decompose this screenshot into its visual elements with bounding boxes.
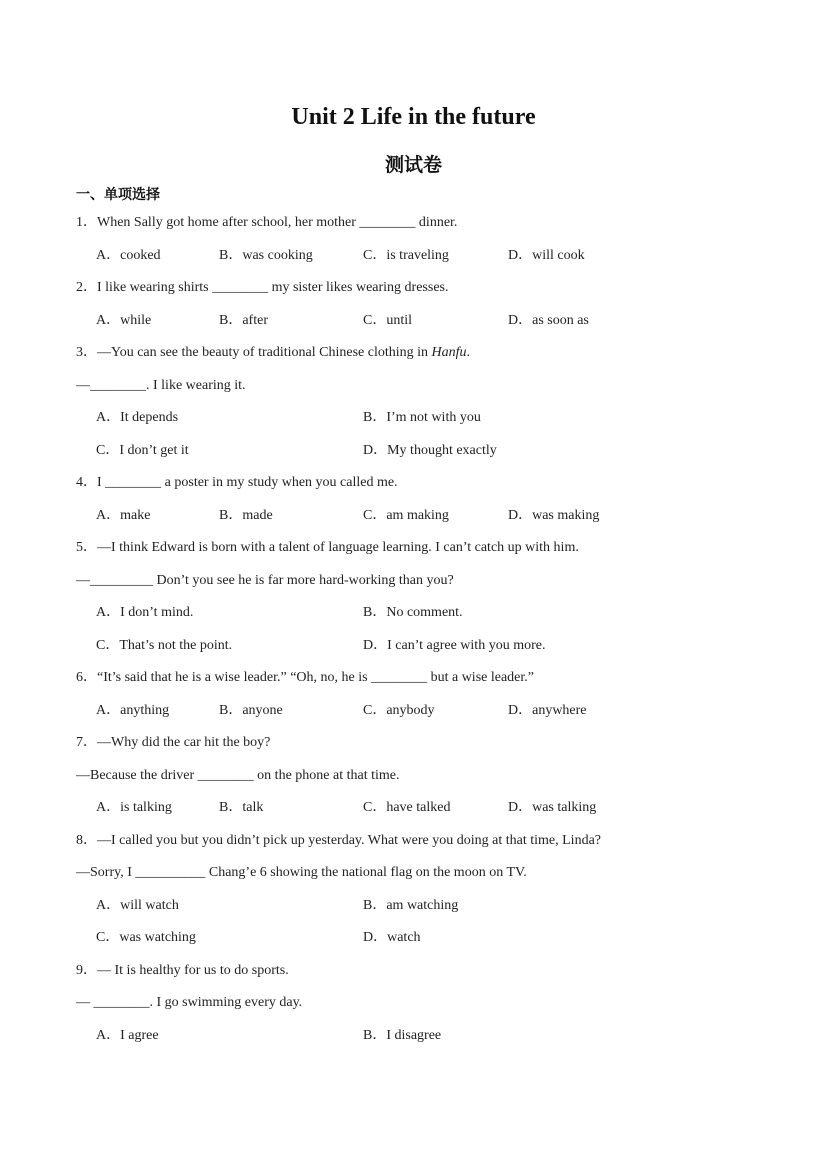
- question-8-stem: 8．—I called you but you didn’t pick up yesterday. What were you doing at that time, Linda?: [76, 833, 601, 848]
- question-3-response: —________. I like wearing it.: [76, 378, 246, 393]
- section-heading: 一、单项选择: [76, 187, 160, 203]
- question-8-option-a: A．will watch: [96, 898, 179, 913]
- question-1-stem: 1．When Sally got home after school, her mother ________ dinner.: [76, 215, 458, 230]
- question-6-option-c: C．anybody: [363, 703, 435, 718]
- question-8-option-b: B．am watching: [363, 898, 459, 913]
- question-8-option-c: C．was watching: [96, 930, 196, 945]
- question-9-option-b: B．I disagree: [363, 1028, 442, 1043]
- question-2-option-d: D．as soon as: [508, 313, 589, 328]
- question-3-option-b: B．I’m not with you: [363, 410, 481, 425]
- question-4-option-d: D．was making: [508, 508, 600, 523]
- question-1-option-b: B．was cooking: [219, 248, 313, 263]
- question-3-option-c: C．I don’t get it: [96, 443, 189, 458]
- question-6-option-d: D．anywhere: [508, 703, 587, 718]
- question-2-stem: 2．I like wearing shirts ________ my sister likes wearing dresses.: [76, 280, 449, 295]
- question-4-option-c: C．am making: [363, 508, 449, 523]
- question-3-option-d: D．My thought exactly: [363, 443, 497, 458]
- question-9-response: — ________. I go swimming every day.: [76, 995, 303, 1010]
- question-6-option-a: A．anything: [96, 703, 170, 718]
- question-7-option-b: B．talk: [219, 800, 264, 815]
- question-8-option-d: D．watch: [363, 930, 421, 945]
- question-6-option-b: B．anyone: [219, 703, 283, 718]
- question-3-stem: 3．—You can see the beauty of traditional Chinese clothing in Hanfu.: [76, 345, 471, 360]
- question-2-option-b: B．after: [219, 313, 268, 328]
- question-5-option-d: D．I can’t agree with you more.: [363, 638, 546, 653]
- question-4-option-b: B．made: [219, 508, 273, 523]
- question-5-option-a: A．I don’t mind.: [96, 605, 194, 620]
- question-5-option-b: B．No comment.: [363, 605, 463, 620]
- question-1-option-a: A．cooked: [96, 248, 161, 263]
- question-4-stem: 4．I ________ a poster in my study when you called me.: [76, 475, 398, 490]
- question-2-option-c: C．until: [363, 313, 413, 328]
- question-1-option-d: D．will cook: [508, 248, 585, 263]
- question-1-option-c: C．is traveling: [363, 248, 449, 263]
- question-7-stem: 7．—Why did the car hit the boy?: [76, 735, 271, 750]
- question-5-option-c: C．That’s not the point.: [96, 638, 233, 653]
- question-7-option-a: A．is talking: [96, 800, 172, 815]
- question-2-option-a: A．while: [96, 313, 152, 328]
- question-5-response: —_________ Don’t you see he is far more hard-working than you?: [76, 573, 454, 588]
- question-8-response: —Sorry, I __________ Chang’e 6 showing the national flag on the moon on TV.: [76, 865, 527, 880]
- question-9-stem: 9．— It is healthy for us to do sports.: [76, 963, 289, 978]
- question-3-italic-word: Hanfu: [431, 345, 467, 360]
- page-subtitle: 测试卷: [384, 154, 442, 176]
- question-6-stem: 6．“It’s said that he is a wise leader.” “Oh, no, he is ________ but a wise leader.”: [76, 670, 534, 685]
- question-5-stem: 5．—I think Edward is born with a talent of language learning. I can’t catch up with him.: [76, 540, 579, 555]
- question-3-option-a: A．It depends: [96, 410, 179, 425]
- question-4-option-a: A．make: [96, 508, 151, 523]
- page-title: Unit 2 Life in the future: [291, 104, 536, 130]
- question-7-option-d: D．was talking: [508, 800, 597, 815]
- question-7-response: —Because the driver ________ on the phone at that time.: [76, 768, 400, 783]
- question-9-option-a: A．I agree: [96, 1028, 159, 1043]
- question-7-option-c: C．have talked: [363, 800, 451, 815]
